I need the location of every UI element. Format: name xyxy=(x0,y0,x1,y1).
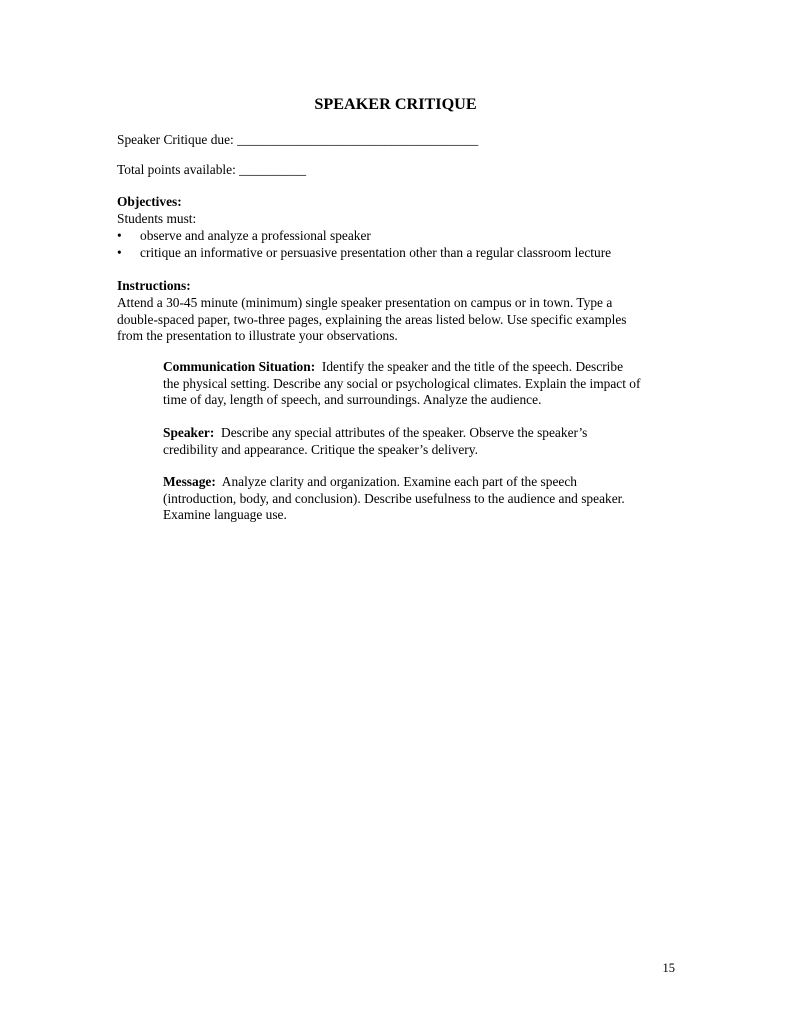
total-points-line xyxy=(117,162,306,179)
objectives-heading: Objectives: xyxy=(117,194,182,209)
objective-text: critique an informative or persuasive presentation other than a regular classroom lecture xyxy=(140,244,612,260)
objectives-list xyxy=(117,228,611,261)
section-heading: Communication Situation: xyxy=(163,359,316,374)
section-text: (introduction, body, and conclusion). Describe usefulness to the audience and speaker. xyxy=(163,490,625,506)
message-section xyxy=(163,474,683,524)
list-item xyxy=(117,228,611,245)
bullet-icon: • xyxy=(117,244,122,260)
bullet-icon: • xyxy=(117,228,122,243)
instructions-line: Attend a 30-45 minute (minimum) single speaker presentation on campus or in town. Type a xyxy=(117,295,613,310)
page-number: 15 xyxy=(662,961,675,975)
section-text: Examine language use. xyxy=(163,507,287,523)
list-item xyxy=(117,245,611,262)
objectives-intro: Students must: xyxy=(117,211,197,226)
section-text: time of day, length of speech, and surroundings. Analyze the audience. xyxy=(163,392,542,408)
section-heading: Speaker: xyxy=(163,425,215,440)
section-text: Describe any special attributes of the speaker. Observe the speaker’s xyxy=(221,425,588,440)
page-title: SPEAKER CRITIQUE xyxy=(314,95,477,113)
total-points-label: Total points available: xyxy=(117,162,236,177)
due-date-line xyxy=(117,132,478,149)
section-heading: Message: xyxy=(163,474,216,489)
speaker-section xyxy=(163,425,683,458)
instructions-paragraph xyxy=(117,295,677,345)
communication-situation-section xyxy=(163,359,683,409)
section-text: Analyze clarity and organization. Examine each part of the speech xyxy=(221,474,577,489)
instructions-heading: Instructions: xyxy=(117,278,191,293)
due-date-label: Speaker Critique due: xyxy=(117,132,234,147)
total-points-blank: __________ xyxy=(239,162,307,177)
due-date-blank: ____________________________________ xyxy=(237,132,479,147)
instructions-line: double-spaced paper, two-three pages, explaining the areas listed below. Use specific examples xyxy=(117,311,627,327)
instructions-line: from the presentation to illustrate your observations. xyxy=(117,328,398,344)
section-text: the physical setting. Describe any social or psychological climates. Explain the impact of xyxy=(163,375,641,391)
section-text: Identify the speaker and the title of the speech. Describe xyxy=(321,359,624,374)
section-text: credibility and appearance. Critique the speaker’s delivery. xyxy=(163,441,478,457)
objective-text: observe and analyze a professional speaker xyxy=(140,228,371,243)
